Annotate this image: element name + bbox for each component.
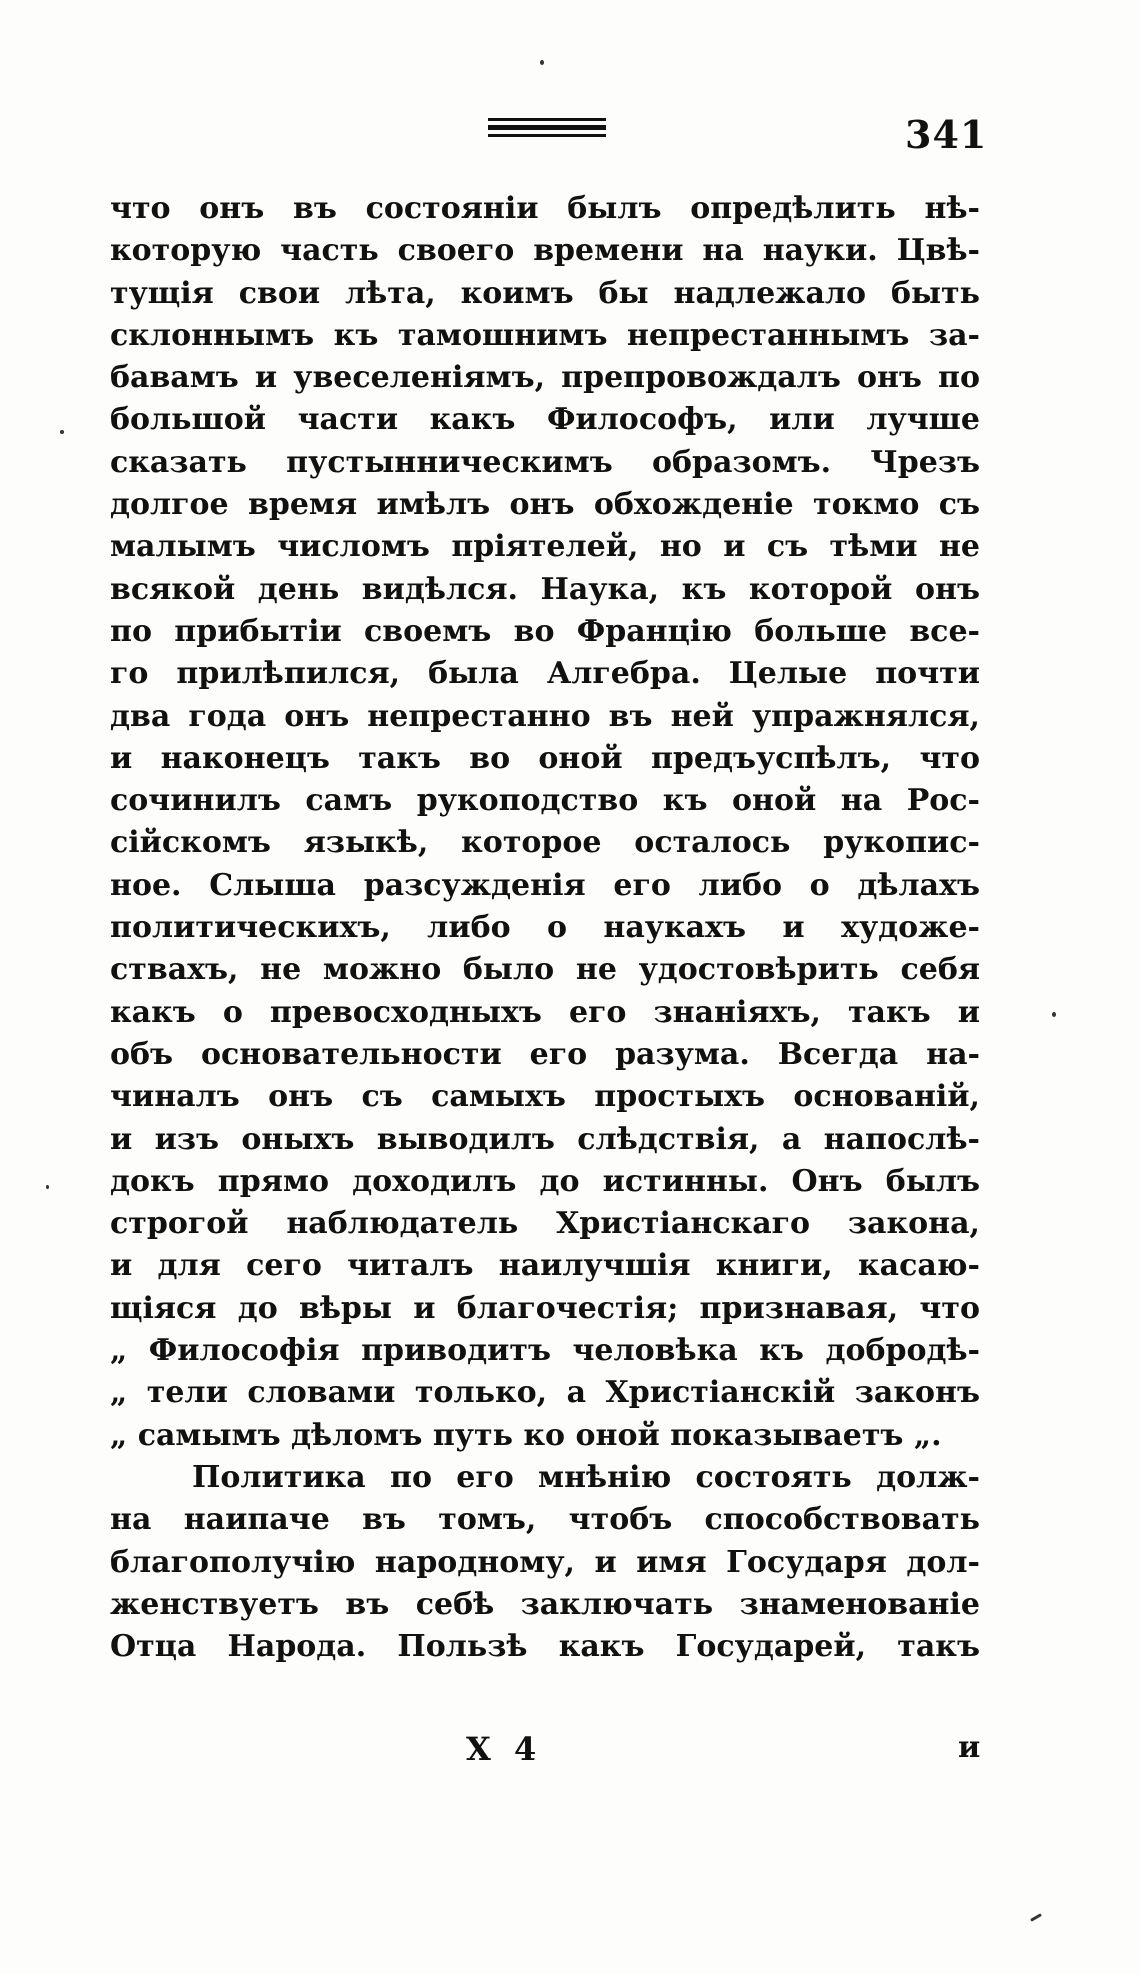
text-line: и для сего читалъ наилучшія книги, касаю-	[110, 1248, 980, 1284]
text-line: докъ прямо доходилъ до истинны. Онъ былъ	[110, 1163, 980, 1199]
page-number: 341	[905, 112, 988, 157]
text-line: чиналъ онъ съ самыхъ простыхъ основаній,	[110, 1079, 980, 1115]
text-line: „ Философія приводитъ человѣка къ добродѣ-	[110, 1333, 980, 1369]
scan-speck	[46, 1185, 49, 1189]
text-line: большой части какъ Философъ, или лучше	[110, 402, 980, 438]
text-line: бавамъ и увеселеніямъ, препровождалъ онъ по	[110, 360, 980, 396]
scan-speck	[540, 60, 544, 65]
text-line: строгой наблюдатель Христіанскаго закона,	[110, 1206, 980, 1242]
text-line: сійскомъ языкѣ, которое осталось рукопис-	[110, 825, 980, 861]
text-line: и изъ оныхъ выводилъ слѣдствія, а напослѣ-	[110, 1121, 980, 1157]
scan-speck	[1030, 1913, 1042, 1922]
text-line: тущія свои лѣта, коимъ бы надлежало быть	[110, 275, 980, 311]
signature-mark: X 4	[466, 1730, 543, 1768]
text-line: Отца Народа. Пользѣ какъ Государей, такъ	[110, 1629, 980, 1665]
body-text	[110, 188, 980, 1668]
text-line: щіяся до вѣры и благочестія; признавая, что	[110, 1290, 980, 1326]
scan-speck	[1052, 1012, 1056, 1017]
text-line: и наконецъ такъ во оной предъуспѣлъ, что	[110, 740, 980, 776]
text-line: женствуетъ въ себѣ заключать знаменованіе	[110, 1586, 980, 1622]
catchword: и	[958, 1730, 981, 1765]
paragraph-start-line: Политика по его мнѣнію состоять долж-	[192, 1459, 980, 1495]
text-line: склоннымъ къ тамошнимъ непрестаннымъ за-	[110, 317, 980, 353]
text-line: объ основательности его разума. Всегда на-	[110, 1036, 980, 1072]
text-line: долгое время имѣлъ онъ обхожденіе токмо съ	[110, 487, 980, 523]
scan-speck	[60, 430, 64, 434]
text-line: „ тели словами только, а Христіанскій законъ	[110, 1375, 980, 1411]
text-line: всякой день видѣлся. Наука, къ которой онъ	[110, 571, 980, 607]
text-line: по прибытіи своемъ во Францію больше все-	[110, 613, 980, 649]
text-line: что онъ въ состояніи былъ опредѣлить нѣ-	[110, 191, 980, 226]
header-rule-ornament	[488, 118, 606, 141]
text-line: два года онъ непрестанно въ ней упражнялся,	[110, 698, 980, 734]
text-line: политическихъ, либо о наукахъ и художе-	[110, 910, 980, 946]
text-line: благополучію народному, и имя Государя дол-	[110, 1544, 980, 1580]
text-line: которую часть своего времени на науки. Цвѣ-	[110, 233, 980, 269]
text-line: ствахъ, не можно было не удостовѣрить себя	[110, 952, 980, 988]
text-line: на наипаче въ томъ, чтобъ способствовать	[110, 1502, 980, 1538]
text-line: малымъ числомъ пріятелей, но и съ тѣми не	[110, 529, 980, 565]
text-line: „ самымъ дѣломъ путь ко оной показываетъ „.	[110, 1417, 942, 1453]
text-line: го прилѣпился, была Алгебра. Целые почти	[110, 656, 980, 692]
text-line: сочинилъ самъ рукоподство къ оной на Рос-	[110, 783, 980, 819]
text-line: какъ о превосходныхъ его знаніяхъ, такъ и	[110, 994, 980, 1030]
text-line: сказать пустынническимъ образомъ. Чрезъ	[110, 444, 980, 480]
text-line: ное. Слыша разсужденія его либо о дѣлахъ	[110, 867, 980, 903]
